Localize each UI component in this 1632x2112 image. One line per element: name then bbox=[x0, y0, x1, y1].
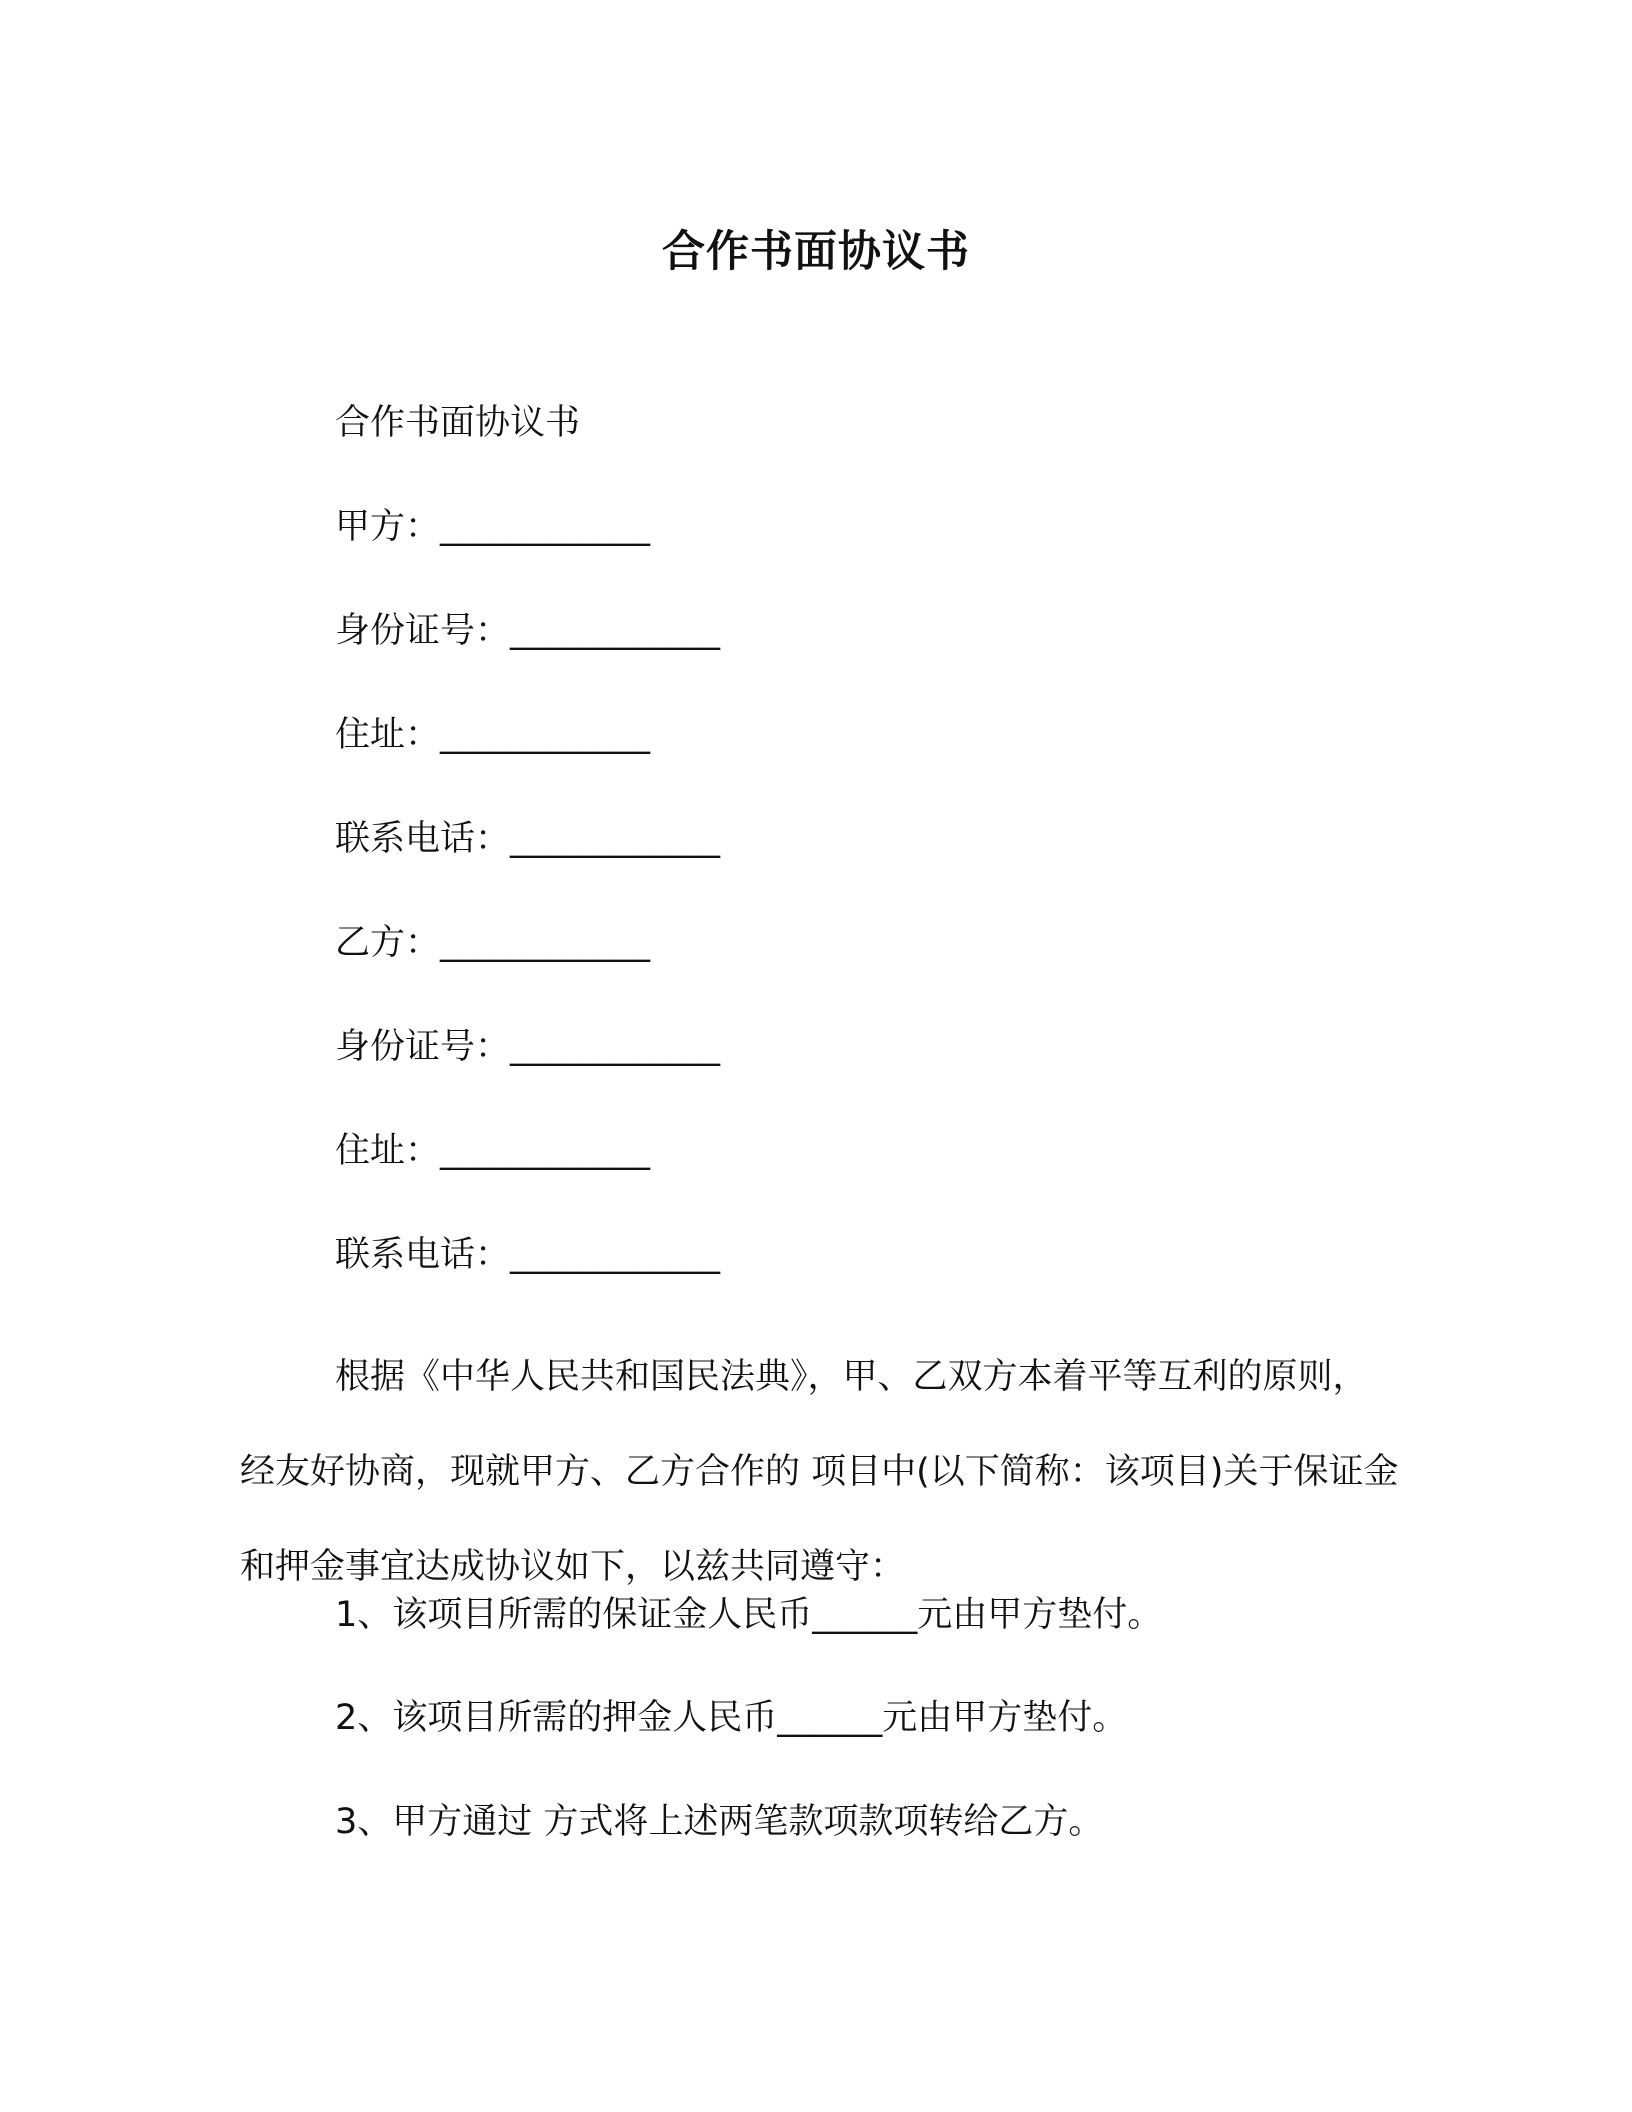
field-label: 身份证号： bbox=[335, 1027, 511, 1067]
field-label: 联系电话： bbox=[335, 1235, 511, 1275]
fill-in-blank: ____________ bbox=[510, 611, 721, 651]
field-label: 乙方： bbox=[335, 923, 441, 963]
fill-in-blank: ____________ bbox=[440, 715, 651, 755]
field-label: 住址： bbox=[335, 715, 441, 755]
field-party-a-phone bbox=[335, 814, 720, 864]
field-label: 身份证号： bbox=[335, 611, 511, 651]
fill-in-blank: ____________ bbox=[440, 1131, 651, 1171]
field-party-b bbox=[335, 918, 650, 968]
fill-in-blank: ____________ bbox=[440, 923, 651, 963]
fill-in-blank: ____________ bbox=[440, 507, 651, 547]
field-party-b-address bbox=[335, 1126, 650, 1176]
field-party-a bbox=[335, 502, 650, 552]
fill-in-blank: ____________ bbox=[510, 1235, 721, 1275]
field-party-a-id bbox=[335, 606, 720, 656]
fill-in-blank: ____________ bbox=[510, 819, 721, 859]
document-title: 合作书面协议书 bbox=[662, 227, 970, 277]
field-label: 甲方： bbox=[335, 507, 441, 547]
field-party-b-id bbox=[335, 1022, 720, 1072]
clause-item-2: 2、该项目所需的押金人民币______元由甲方垫付。 bbox=[335, 1698, 1128, 1738]
field-party-b-phone bbox=[335, 1230, 720, 1280]
fill-in-blank: ____________ bbox=[510, 1027, 721, 1067]
clause-item-1: 1、该项目所需的保证金人民币______元由甲方垫付。 bbox=[335, 1595, 1163, 1635]
agreement-paragraph: 根据《中华人民共和国民法典》，甲、乙双方本着平等互利的原则，经友好协商，现就甲方、乙方合作的 项目中(以下简称：该项目)关于保证金和押金事宜达成协议如下，以兹共同遵守： bbox=[240, 1357, 1399, 1587]
field-party-a-address bbox=[335, 710, 650, 760]
field-label: 住址： bbox=[335, 1131, 441, 1171]
field-label: 联系电话： bbox=[335, 819, 511, 859]
document-subtitle: 合作书面协议书 bbox=[335, 403, 581, 443]
clause-item-3: 3、甲方通过 方式将上述两笔款项款项转给乙方。 bbox=[335, 1802, 1104, 1842]
